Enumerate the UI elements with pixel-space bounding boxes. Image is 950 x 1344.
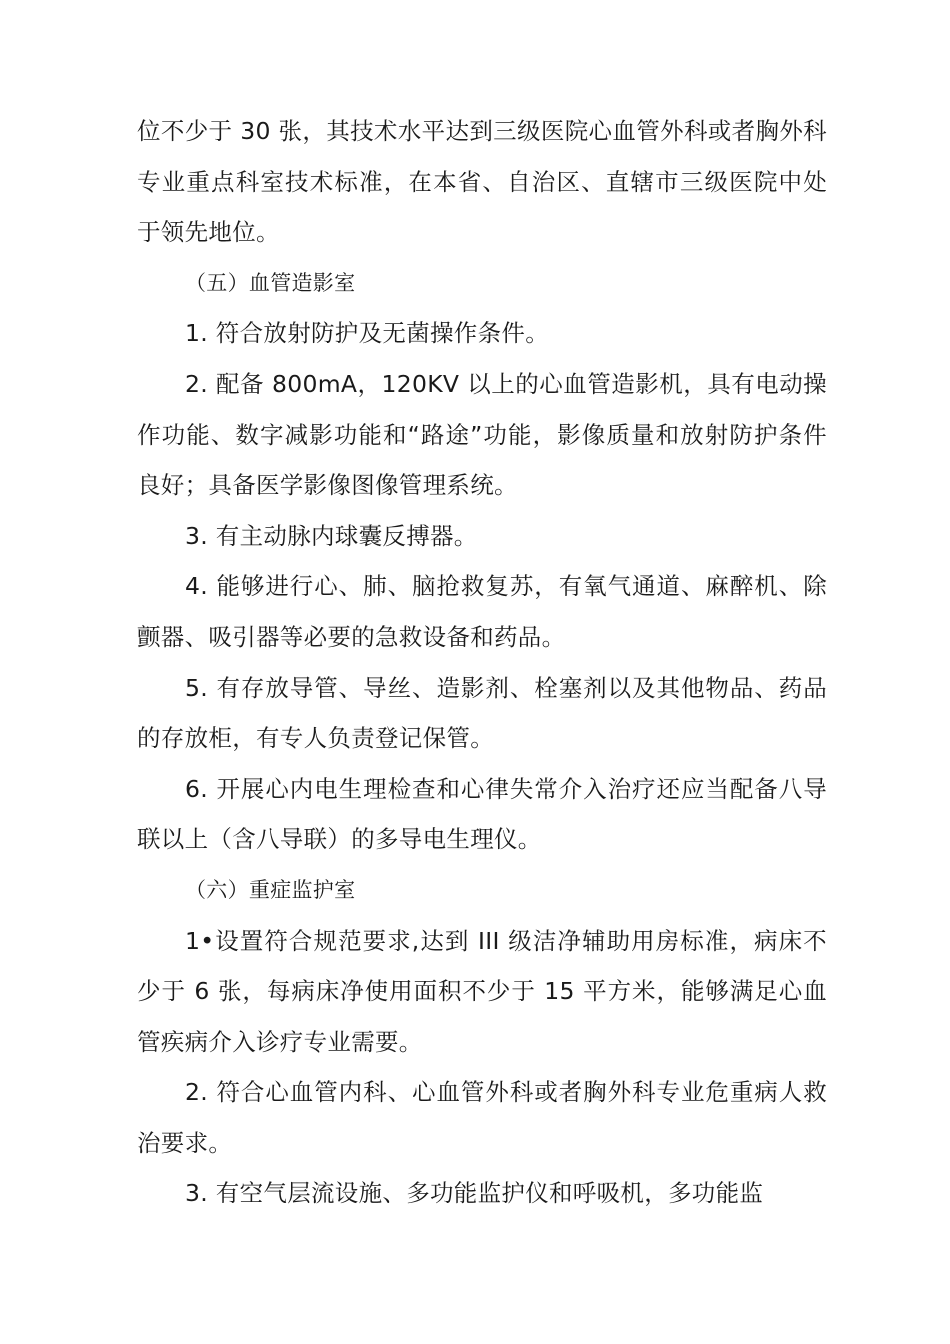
section-heading-angiography-room: （五）血管造影室 (185, 270, 356, 295)
list-item: 3. 有空气层流设施、多功能监护仪和呼吸机，多功能监 (185, 1179, 764, 1208)
document-body (137, 106, 827, 1219)
list-item: 2. 符合心血管内科、心血管外科或者胸外科专业危重病人救治要求。 (137, 1078, 827, 1157)
list-item: 3. 有主动脉内球囊反搏器。 (185, 521, 478, 550)
list-item: 5. 有存放导管、导丝、造影剂、栓塞剂以及其他物品、药品的存放柜，有专人负责登记保管。 (137, 673, 827, 753)
section-heading-icu: （六）重症监护室 (185, 877, 356, 902)
paragraph-continuation: 位不少于 30 张，其技术水平达到三级医院心血管外科或者胸外科专业重点科室技术标准，在本省、自治区、直辖市三级医院中处于领先地位。 (137, 117, 827, 247)
list-item: 2. 配备 800mA，120KV 以上的心血管造影机，具有电动操作功能、数字减影功能和“路途”功能，影像质量和放射防护条件良好；具备医学影像图像管理系统。 (137, 369, 827, 500)
list-item: 1. 符合放射防护及无菌操作条件。 (185, 319, 549, 348)
list-item: 1•设置符合规范要求,达到 III 级洁净辅助用房标准，病床不少于 6 张，每病床净使用面积不少于 15 平方米，能够满足心血管疾病介入诊疗专业需要。 (137, 926, 827, 1056)
list-item: 4. 能够进行心、肺、脑抢救复苏，有氧气通道、麻醉机、除颤器、吸引器等必要的急救设备和药品。 (137, 572, 827, 651)
list-item: 6. 开展心内电生理检查和心律失常介入治疗还应当配备八导联以上（含八导联）的多导电生理仪。 (137, 774, 827, 854)
